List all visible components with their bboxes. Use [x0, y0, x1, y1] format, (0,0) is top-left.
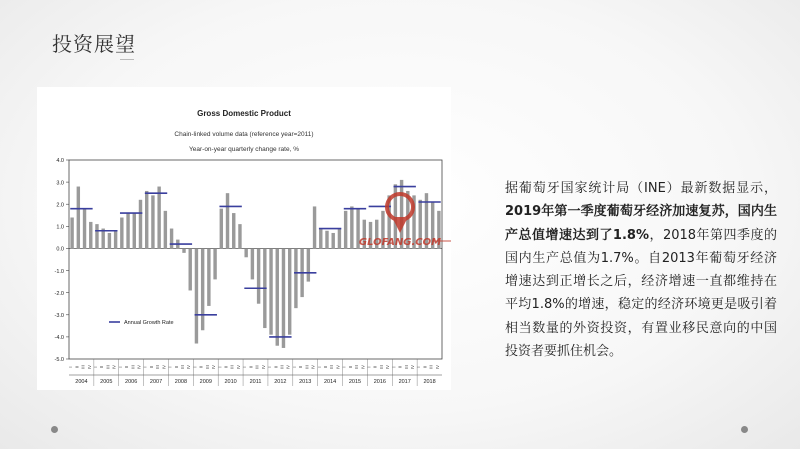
x-quarter-label: IV [385, 365, 391, 369]
x-quarter-label: IV [285, 365, 291, 369]
x-year-label: 2005 [100, 379, 113, 385]
quarterly-bar [213, 248, 216, 279]
x-quarter-label: IV [186, 365, 192, 369]
x-quarter-label: II [124, 365, 130, 369]
quarterly-bar [220, 209, 223, 249]
quarterly-bar [331, 233, 334, 248]
quarterly-bar [77, 187, 80, 249]
x-quarter-label: II [422, 365, 428, 369]
quarterly-bar [207, 248, 210, 305]
x-quarter-label: IV [335, 365, 341, 369]
x-quarter-label: I [92, 366, 98, 368]
quarterly-bar [350, 206, 353, 248]
x-quarter-label: II [322, 365, 328, 369]
x-quarter-label: I [291, 366, 297, 368]
quarterly-bar [269, 248, 272, 334]
quarterly-bar [151, 195, 154, 248]
quarterly-bar [126, 213, 129, 248]
quarterly-bar [244, 248, 247, 257]
quarterly-bar [294, 248, 297, 308]
y-tick-label: -2.0 [54, 290, 64, 297]
gdp-chart [37, 87, 451, 390]
x-quarter-label: I [316, 366, 322, 368]
x-quarter-label: IV [434, 365, 440, 369]
nav-dot-right[interactable] [741, 426, 748, 433]
x-quarter-label: I [68, 366, 74, 368]
x-year-label: 2016 [373, 379, 386, 385]
y-tick-label: -3.0 [54, 312, 64, 319]
x-quarter-label: III [428, 365, 434, 369]
quarterly-bar [95, 224, 98, 248]
x-quarter-label: III [329, 365, 335, 369]
page-title: 投资展望 [52, 32, 136, 56]
quarterly-bar [226, 193, 229, 248]
x-quarter-label: II [273, 365, 279, 369]
x-quarter-label: I [391, 366, 397, 368]
x-year-label: 2015 [348, 379, 362, 385]
x-year-label: 2009 [199, 379, 212, 385]
x-quarter-label: IV [410, 365, 416, 369]
x-quarter-label: I [117, 366, 123, 368]
x-quarter-label: II [347, 365, 353, 369]
x-quarter-label: III [304, 365, 310, 369]
quarterly-bar [157, 187, 160, 249]
quarterly-bar [276, 248, 279, 345]
x-quarter-label: I [267, 366, 273, 368]
y-tick-label: 3.0 [56, 180, 64, 187]
quarterly-bar [170, 229, 173, 249]
article-paragraph [505, 177, 777, 363]
x-quarter-label: II [99, 365, 105, 369]
x-quarter-label: IV [310, 365, 316, 369]
x-quarter-label: IV [136, 365, 142, 369]
x-year-label: 2017 [398, 379, 411, 385]
x-year-label: 2004 [75, 379, 88, 385]
quarterly-bar [257, 248, 260, 303]
quarterly-bar [238, 224, 241, 248]
y-tick-label: 0.0 [56, 246, 64, 253]
quarterly-bar [325, 231, 328, 249]
quarterly-bar [251, 248, 254, 279]
watermark-text: GLOFANG.COM [358, 237, 442, 248]
chart-subtitle-2: Year-on-year quarterly change rate, % [189, 146, 299, 153]
x-quarter-label: II [397, 365, 403, 369]
quarterly-bar [164, 211, 167, 249]
x-quarter-label: III [80, 365, 86, 369]
quarterly-bar [145, 191, 148, 248]
x-quarter-label: II [74, 365, 80, 369]
y-tick-label: 4.0 [56, 158, 64, 165]
x-quarter-label: IV [360, 365, 366, 369]
y-tick-label: -4.0 [54, 335, 64, 342]
x-year-label: 2014 [323, 379, 337, 385]
x-quarter-label: III [180, 365, 186, 369]
quarterly-bar [195, 248, 198, 343]
x-year-label: 2011 [249, 379, 262, 385]
x-quarter-label: III [130, 365, 136, 369]
x-quarter-label: II [173, 365, 179, 369]
y-tick-label: -1.0 [54, 268, 64, 275]
title-divider [120, 59, 134, 60]
x-quarter-label: IV [111, 365, 117, 369]
x-year-label: 2008 [174, 379, 188, 385]
plot-frame [69, 160, 442, 359]
nav-dot-left[interactable] [51, 426, 58, 433]
quarterly-bar [288, 248, 291, 334]
x-quarter-label: I [416, 366, 422, 368]
x-year-label: 2007 [149, 379, 163, 385]
y-tick-label: 2.0 [56, 202, 64, 209]
quarterly-bar [139, 200, 142, 249]
legend-label: Annual Growth Rate [124, 320, 174, 326]
quarterly-bar [319, 229, 322, 249]
x-quarter-label: IV [260, 365, 266, 369]
quarterly-bar [83, 209, 86, 249]
quarterly-bar [307, 248, 310, 281]
x-quarter-label: III [354, 365, 360, 369]
article-text-1: 据葡萄牙国家统计局（INE）最新数据显示， [505, 181, 777, 196]
chart-title: Gross Domestic Product [197, 109, 291, 118]
x-quarter-label: II [372, 365, 378, 369]
x-quarter-label: III [403, 365, 409, 369]
x-year-label: 2010 [224, 379, 237, 385]
x-quarter-label: II [148, 365, 154, 369]
quarterly-bar [344, 211, 347, 249]
x-quarter-label: III [279, 365, 285, 369]
x-quarter-label: IV [86, 365, 92, 369]
article-highlight: 2019年第一季度葡萄牙经济加速复苏，国内生产总值增速达到了1.8% [505, 204, 777, 243]
quarterly-bar [108, 233, 111, 248]
x-quarter-label: I [192, 366, 198, 368]
x-quarter-label: III [229, 365, 235, 369]
x-quarter-label: I [242, 366, 248, 368]
article-text-2: ，2018年第四季度的国内生产总值为1.7%。自2013年葡萄牙经济增速达到正增长之后，经济增速一直都维持在平均1.8%的增速，稳定的经济环境更是吸引着相当数量的外资投资，有置业移民意向的中国投资者要抓住机会。 [505, 227, 777, 360]
x-quarter-label: III [254, 365, 260, 369]
quarterly-bar [232, 213, 235, 248]
x-quarter-label: I [217, 366, 223, 368]
x-year-label: 2018 [423, 379, 436, 385]
x-quarter-label: II [298, 365, 304, 369]
quarterly-bar [120, 217, 123, 248]
x-quarter-label: I [142, 366, 148, 368]
x-year-label: 2013 [299, 379, 312, 385]
x-quarter-label: III [378, 365, 384, 369]
quarterly-bar [338, 229, 341, 249]
chart-subtitle-1: Chain-linked volume data (reference year=2011) [174, 131, 314, 138]
quarterly-bar [89, 222, 92, 249]
x-quarter-label: I [341, 366, 347, 368]
x-quarter-label: I [167, 366, 173, 368]
x-year-label: 2012 [274, 379, 287, 385]
x-quarter-label: III [105, 365, 111, 369]
x-quarter-label: III [204, 365, 210, 369]
y-tick-label: -5.0 [54, 357, 64, 364]
x-quarter-label: IV [161, 365, 167, 369]
quarterly-bar [313, 206, 316, 248]
x-year-label: 2006 [125, 379, 138, 385]
x-quarter-label: IV [211, 365, 217, 369]
quarterly-bar [133, 213, 136, 248]
x-quarter-label: III [155, 365, 161, 369]
quarterly-bar [201, 248, 204, 330]
x-quarter-label: I [366, 366, 372, 368]
x-quarter-label: IV [235, 365, 241, 369]
x-quarter-label: II [198, 365, 204, 369]
y-tick-label: 1.0 [56, 224, 64, 231]
quarterly-bar [182, 248, 185, 252]
quarterly-bar [70, 217, 73, 248]
quarterly-bar [114, 231, 117, 249]
quarterly-bar [282, 248, 285, 348]
quarterly-bar [189, 248, 192, 290]
x-quarter-label: II [223, 365, 229, 369]
x-quarter-label: II [248, 365, 254, 369]
